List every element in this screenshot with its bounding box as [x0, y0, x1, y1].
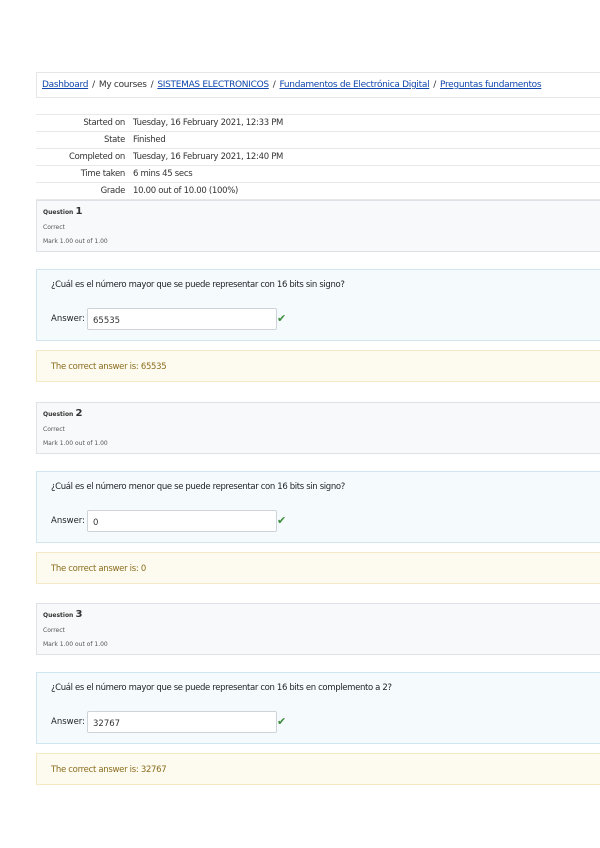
summary-label: State — [104, 135, 125, 145]
summary-value: 10.00 out of 10.00 (100%) — [133, 186, 239, 196]
summary-row-completed — [36, 148, 600, 165]
summary-value: Tuesday, 16 February 2021, 12:40 PM — [133, 152, 284, 162]
summary-row-state — [36, 131, 600, 148]
question-number: Question 3 — [43, 609, 83, 620]
question-formulation-3 — [36, 672, 600, 744]
answer-label: Answer: — [51, 314, 86, 324]
question-info-2 — [36, 402, 600, 454]
question-text: ¿Cuál es el número mayor que se puede representar con 16 bits en complemento a 2? — [51, 683, 392, 693]
attempt-summary-table — [36, 114, 600, 200]
answer-label: Answer: — [51, 717, 86, 727]
summary-row-time-taken — [36, 165, 600, 182]
summary-value: Finished — [133, 135, 166, 145]
breadcrumb-separator: / — [150, 80, 154, 90]
check-icon: ✔ — [277, 312, 287, 325]
question-formulation-2 — [36, 471, 600, 543]
answer-input[interactable]: 0 — [87, 510, 277, 532]
question-feedback-3: The correct answer is: 32767 — [36, 753, 600, 785]
breadcrumb-separator: / — [92, 80, 95, 90]
question-text: ¿Cuál es el número mayor que se puede representar con 16 bits sin signo? — [51, 280, 345, 290]
summary-row-grade — [36, 182, 600, 200]
breadcrumb-dashboard-link[interactable]: Dashboard — [42, 80, 89, 90]
question-grade: Mark 1.00 out of 1.00 — [43, 440, 108, 447]
question-text: ¿Cuál es el número menor que se puede representar con 16 bits sin signo? — [51, 482, 345, 492]
breadcrumb-separator: / — [272, 80, 276, 90]
breadcrumb-my-courses: My courses — [98, 80, 147, 90]
question-number: Question 2 — [43, 408, 83, 419]
question-state: Correct — [43, 224, 65, 231]
check-icon: ✔ — [277, 715, 287, 728]
question-feedback-2: The correct answer is: 0 — [36, 552, 600, 584]
answer-input[interactable]: 32767 — [87, 711, 277, 733]
summary-label: Grade — [100, 186, 125, 196]
question-state: Correct — [43, 627, 65, 634]
breadcrumb-section-link[interactable]: Fundamentos de Electrónica Digital — [279, 80, 430, 90]
breadcrumb-course-link[interactable]: SISTEMAS ELECTRONICOS — [157, 80, 269, 90]
summary-label: Completed on — [68, 152, 125, 162]
summary-row-started — [36, 114, 600, 131]
question-number: Question 1 — [43, 206, 83, 217]
summary-value: Tuesday, 16 February 2021, 12:33 PM — [133, 118, 284, 128]
question-grade: Mark 1.00 out of 1.00 — [43, 641, 108, 648]
summary-label: Time taken — [80, 169, 125, 179]
breadcrumb — [36, 72, 600, 98]
question-state: Correct — [43, 426, 65, 433]
answer-label: Answer: — [51, 516, 86, 526]
answer-input[interactable]: 65535 — [87, 308, 277, 330]
summary-value: 6 mins 45 secs — [133, 169, 193, 179]
question-formulation-1 — [36, 269, 600, 341]
breadcrumb-separator: / — [433, 80, 437, 90]
question-info-3 — [36, 603, 600, 655]
question-info-1 — [36, 200, 600, 252]
summary-label: Started on — [83, 118, 125, 128]
question-grade: Mark 1.00 out of 1.00 — [43, 238, 108, 245]
breadcrumb-quiz-link[interactable]: Preguntas fundamentos — [440, 80, 542, 90]
check-icon: ✔ — [277, 514, 287, 527]
question-feedback-1: The correct answer is: 65535 — [36, 350, 600, 382]
